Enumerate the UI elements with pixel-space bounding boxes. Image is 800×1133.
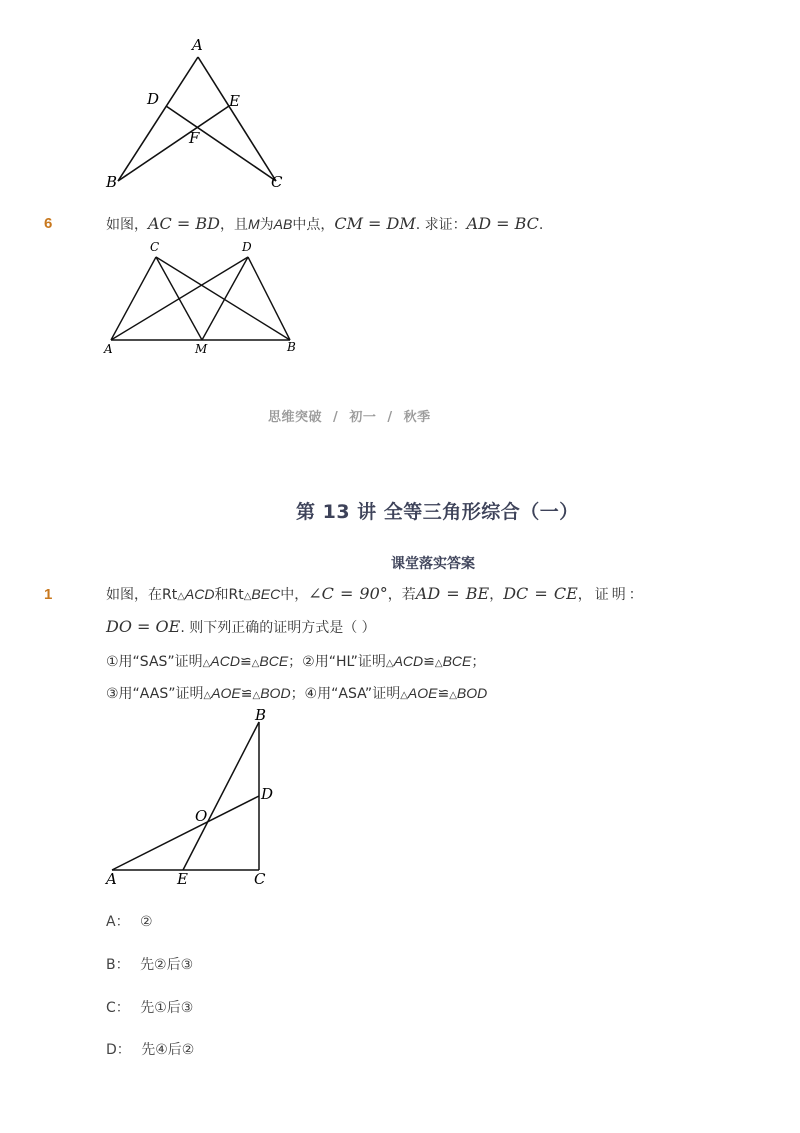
- question-number-1: 1: [44, 586, 53, 603]
- triangle-symbol: △: [177, 591, 185, 602]
- label-a: A: [192, 36, 203, 54]
- congruent-symbol: ≌: [240, 686, 253, 702]
- congruent-symbol: ≌: [239, 654, 252, 670]
- q1-line-2: [106, 617, 376, 637]
- label-c: C: [271, 173, 283, 191]
- q6-text-part: ，且: [219, 217, 248, 233]
- triangle-symbol: △: [243, 591, 252, 602]
- q1-math-do-oe: DO = OE: [106, 617, 181, 636]
- figure-q6: [100, 238, 310, 363]
- label-m: M: [195, 342, 208, 356]
- q1-text-part: ，: [489, 587, 504, 603]
- label-b: B: [106, 173, 118, 191]
- option-key: B：: [106, 957, 130, 973]
- q1-tri-bod: BOD: [260, 685, 291, 701]
- segment-be: [183, 722, 259, 870]
- label-c: C: [254, 870, 266, 888]
- option-text: ②: [140, 914, 153, 930]
- q1-text-part: 如图，在Rt: [106, 587, 178, 603]
- q6-math-ad-bc: AD = BC: [466, 214, 539, 233]
- segment-dc: [166, 106, 276, 181]
- footer-grade: 初一: [349, 410, 377, 425]
- q1-tri-aoe: AOE: [407, 685, 438, 701]
- q1-text-part: ①用“SAS”证明: [106, 654, 203, 670]
- segment-ac: [111, 257, 156, 340]
- option-d[interactable]: [106, 1039, 194, 1059]
- triangle-symbol: △: [434, 658, 443, 669]
- label-b: B: [255, 706, 267, 724]
- footer-term: 秋季: [403, 410, 431, 425]
- figure-top: [95, 30, 305, 200]
- q1-text-part: ③用“AAS”证明: [106, 686, 204, 702]
- option-key: A：: [106, 914, 130, 930]
- figure-q1: [100, 700, 290, 895]
- option-text: 先①后③: [140, 1000, 194, 1016]
- q1-tri-bod: BOD: [456, 685, 488, 701]
- option-text: 先④后②: [141, 1042, 195, 1058]
- q1-text-part: 和Rt: [214, 587, 244, 603]
- q1-line-1: [106, 584, 646, 604]
- lecture-title: 第 13 讲 全等三角形综合（一）: [296, 501, 579, 523]
- q6-text-part: 如图，: [106, 217, 148, 233]
- option-a[interactable]: [106, 911, 153, 931]
- page-footer: [268, 406, 431, 425]
- label-a: A: [104, 342, 113, 356]
- q1-text-part: ；②用“HL”证明: [288, 654, 386, 670]
- q1-tri-bce: BCE: [442, 653, 472, 669]
- label-b: B: [287, 340, 296, 354]
- triangle-symbol: △: [400, 690, 408, 701]
- label-e: E: [229, 92, 240, 110]
- triangle-symbol: △: [252, 690, 261, 701]
- segment-dm: [202, 257, 248, 340]
- footer-brand: 思维突破: [268, 410, 323, 425]
- q1-tri-acd: ACD: [393, 653, 424, 669]
- footer-separator: /: [333, 410, 339, 425]
- q1-tri-bce: BCE: [259, 653, 289, 669]
- q1-text-part: ；④用“ASA”证明: [290, 686, 401, 702]
- q6-math-ac-bd: AC = BD: [148, 214, 220, 233]
- section-subtitle: 课堂落实答案: [391, 556, 475, 572]
- triangle-symbol: △: [202, 658, 211, 669]
- q1-math-ad-be: AD = BE: [415, 584, 490, 603]
- triangle-symbol: △: [203, 690, 212, 701]
- option-c[interactable]: [106, 997, 193, 1017]
- congruent-symbol: ≌: [437, 686, 450, 702]
- q1-tri-aoe: AOE: [211, 685, 241, 701]
- label-f: F: [189, 129, 200, 147]
- segment-da: [111, 257, 248, 340]
- question-6-text: [106, 214, 543, 234]
- q1-tri-acd: ACD: [184, 586, 215, 602]
- option-key: C：: [106, 1000, 130, 1016]
- question-number-6: 6: [44, 215, 53, 232]
- option-text: 先②后③: [140, 957, 194, 973]
- q1-text-part: ，若: [387, 587, 416, 603]
- option-b[interactable]: [106, 954, 193, 974]
- q1-text-part: 中，: [280, 587, 309, 603]
- triangle-symbol: △: [385, 658, 394, 669]
- q1-text-part: ；: [471, 654, 486, 670]
- triangle-symbol: △: [251, 658, 260, 669]
- triangle-symbol: △: [449, 690, 457, 701]
- segment-eb: [118, 106, 229, 181]
- footer-separator: /: [387, 410, 393, 425]
- label-c: C: [150, 240, 160, 254]
- q1-text-part: ，证明：: [577, 587, 646, 603]
- label-a: A: [106, 870, 117, 888]
- label-d: D: [147, 90, 160, 108]
- option-key: D：: [106, 1042, 131, 1058]
- q6-text-part: . 求证：: [415, 217, 467, 233]
- q1-text-part: . 则下列正确的证明方式是（ ）: [180, 620, 376, 636]
- segment-cb: [156, 257, 290, 340]
- q1-math-dc-ce: DC = CE: [503, 584, 578, 603]
- congruent-symbol: ≌: [423, 654, 435, 670]
- q1-line-3: [106, 651, 485, 671]
- label-e: E: [177, 870, 188, 888]
- q1-tri-acd: ACD: [210, 653, 240, 669]
- label-d: D: [261, 785, 274, 803]
- q6-text-part: 中点，: [292, 217, 335, 233]
- label-d: D: [242, 240, 252, 254]
- q6-math-cm-dm: CM = DM: [334, 214, 416, 233]
- segment-ad: [112, 796, 259, 870]
- q6-text-part: 为: [259, 217, 274, 233]
- q6-var-m: M: [247, 216, 260, 232]
- q6-var-ab: AB: [273, 216, 293, 232]
- q6-text-part: .: [538, 217, 544, 233]
- label-o: O: [195, 807, 208, 825]
- q1-math-angle-c: ∠C = 90°: [308, 584, 388, 603]
- q1-tri-bec: BEC: [251, 586, 281, 602]
